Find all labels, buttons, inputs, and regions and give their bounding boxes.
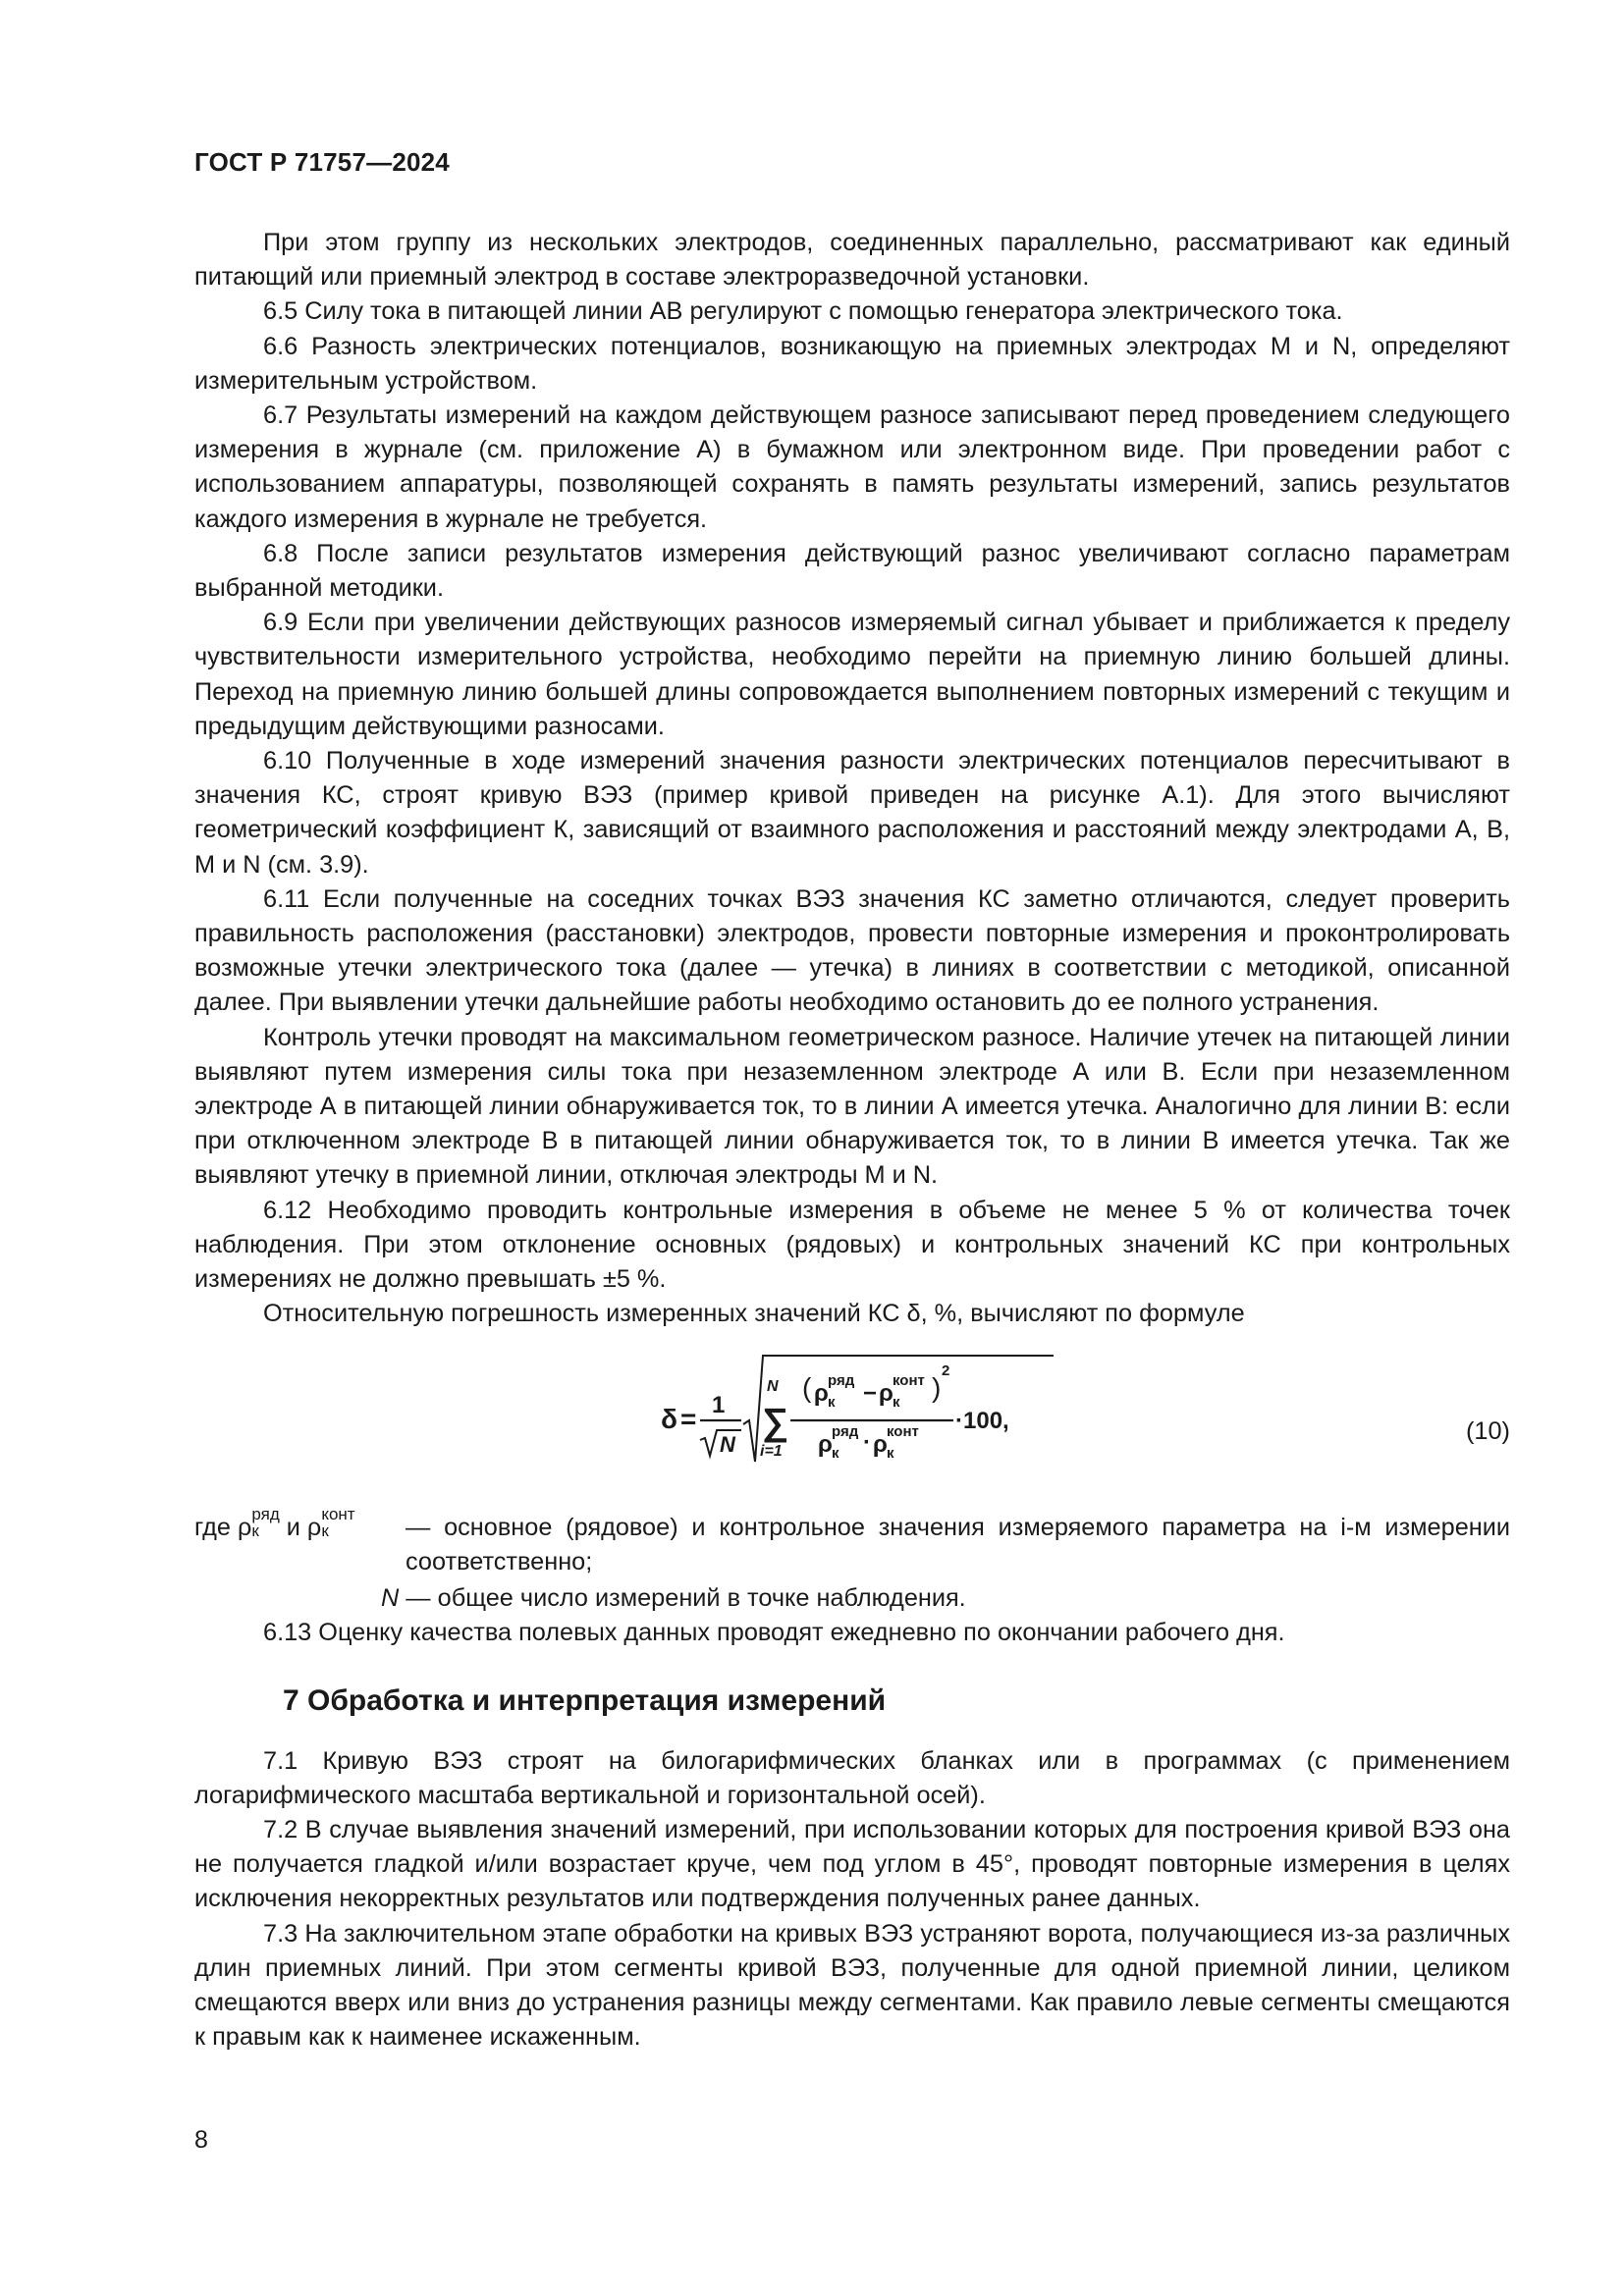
paragraph-leak-control: Контроль утечки проводят на максимальном геометрическом разносе. Наличие утечек на питающей линии выявляют путем измерения силы тока при незаземленном электроде А или B. Если при незаземленном электроде А в питающей линии обнаруживается ток, то в линии А имеется утечка. Аналогично для линии B: если при отключенном электроде B в питающей линии обнаруживается ток, то в линии B имеется утечка. Так же выявляют утечку в приемной линии, отключая электроды M и N. [194,1023,1510,1190]
formula-minus: − [863,1379,878,1407]
legend-rho-description: — основное (рядовое) и контрольное значения измеряемого параметра на i-м измерении соответственно; [406,1513,1510,1575]
formula-equals: = [680,1403,697,1434]
formula-sum-bottom: i=1 [760,1442,783,1460]
formula-rho-ryad: ρ [814,1379,829,1407]
document-header: ГОСТ Р 71757—2024 [194,147,450,177]
formula-sigma: ∑ [762,1401,789,1443]
page-body [194,226,1510,2055]
paragraph-formula-intro: Относительную погрешность измеренных значений КС δ, %, вычисляют по формуле [263,1300,1245,1328]
section-7-title: 7 Обработка и интерпретация измерений [283,1684,887,1718]
formula-paren-open: ( [802,1371,812,1403]
formula-one: 1 [712,1391,726,1418]
formula-number: (10) [1466,1416,1510,1445]
formula-square: 2 [942,1362,950,1379]
formula-sup-ryad: ряд [832,1422,859,1440]
formula-rho-kont: ρ [879,1379,893,1407]
legend-symbols: где ρ ряд к и ρ конт к [194,1504,355,1541]
formula-dot: · [863,1428,871,1456]
formula-sup-kont: конт [887,1422,919,1440]
formula-10 [661,1346,1083,1493]
page-number: 8 [194,2126,208,2154]
paragraph-6-5: 6.5 Силу тока в питающей линии AB регулируют с помощью генератора электрического тока. [263,297,1343,326]
formula-sub-k: к [887,1444,894,1462]
legend-n-description: — общее число измерений в точке наблюдения. [399,1583,966,1612]
formula-block [194,1338,1510,1505]
formula-factor: ·100, [955,1407,1009,1434]
formula-rho-kont-denominator: ρ [873,1430,888,1458]
paragraph-6-6: 6.6 Разность электрических потенциалов, возникающую на приемных электродах M и N, определяют измерительным устройством. [194,332,1510,395]
paragraph-7-3: 7.3 На заключительном этапе обработки на кривых ВЭЗ устраняют ворота, получающиеся из-за различных длин приемных линий. При этом сегменты кривой ВЭЗ, полученные для одной приемной линии, целиком смещаются вверх или вниз до устранения разницы между сегментами. Как правило левые сегменты смещаются к правым как к наименее искаженным. [194,1919,1510,2052]
paragraph-6-9: 6.9 Если при увеличении действующих разносов измеряемый сигнал убывает и приближается к пределу чувствительности измерительного устройства, необходимо перейти на приемную линию большей длины. Переход на приемную линию большей длины сопровождается выполнением повторных измерений с текущим и предыдущим действующими разносами. [194,609,1510,740]
paragraph-6-11: 6.11 Если полученные на соседних точках ВЭЗ значения КС заметно отличаются, следует проверить правильность расположения (расстановки) электродов, провести повторные измерения и проконтролировать возможные утечки электрического тока (далее — утечка) в линиях в соответствии с методикой, описанной далее. При выявлении утечки дальнейшие работы необходимо остановить до ее полного устранения. [194,884,1510,1017]
formula-sup-kont: конт [893,1371,925,1389]
paragraph-6-10: 6.10 Полученные в ходе измерений значения разности электрических потенциалов пересчитывают в значения КС, строят кривую ВЭЗ (пример кривой приведен на рисунке А.1). Для этого вычисляют геометрический коэффициент К, зависящий от взаимного расположения и расстояний между электродами A, B, M и N (см. 3.9). [194,747,1510,879]
legend-n [381,1581,1510,1616]
paragraph-6-12: 6.12 Необходимо проводить контрольные измерения в объеме не менее 5 % от количества точек наблюдения. При этом отклонение основных (рядовых) и контрольных значений КС при контрольных измерениях не должно превышать ±5 %. [194,1196,1510,1294]
formula-sub-k: к [832,1444,839,1462]
formula-sub-k: к [893,1393,900,1411]
formula-paren-close: ) [932,1371,942,1403]
paragraph-6-13: 6.13 Оценку качества полевых данных проводят ежедневно по окончании рабочего дня. [263,1619,1285,1647]
formula-rho-ryad-denominator: ρ [818,1430,833,1458]
legend-n-symbol: N [381,1583,400,1612]
formula-sum-top: N [767,1377,779,1395]
formula-delta: δ [661,1403,677,1434]
paragraph-7-2: 7.2 В случае выявления значений измерений, при использовании которых для построения кривой ВЭЗ она не получается гладкой и/или возрастает круче, чем под углом в 45°, проводят повторные измерения в целях исключения некорректных результатов или подтверждения полученных ранее данных. [194,1815,1510,1913]
paragraph-6-7: 6.7 Результаты измерений на каждом действующем разносе записывают перед проведением следующего измерения в журнале (см. приложение А) в бумажном или электронном виде. При проведении работ с использованием аппаратуры, позволяющей сохранять в память результаты измерений, запись результатов каждого измерения в журнале не требуется. [194,401,1510,533]
formula-sup-ryad: ряд [828,1371,855,1389]
paragraph-7-1: 7.1 Кривую ВЭЗ строят на билогарифмических бланках или в программах (с применением логарифмического масштаба вертикальной и горизонтальной осей). [194,1746,1510,1809]
formula-sqrt-n: N [720,1431,735,1457]
paragraph: При этом группу из нескольких электродов, соединенных параллельно, рассматривают как единый питающий или приемный электрод в составе электроразведочной установки. [194,229,1510,292]
formula-legend [194,1504,1510,1579]
paragraph-6-8: 6.8 После записи результатов измерения действующий разнос увеличивают согласно параметрам выбранной методики. [194,539,1510,603]
formula-sub-k: к [828,1393,836,1411]
